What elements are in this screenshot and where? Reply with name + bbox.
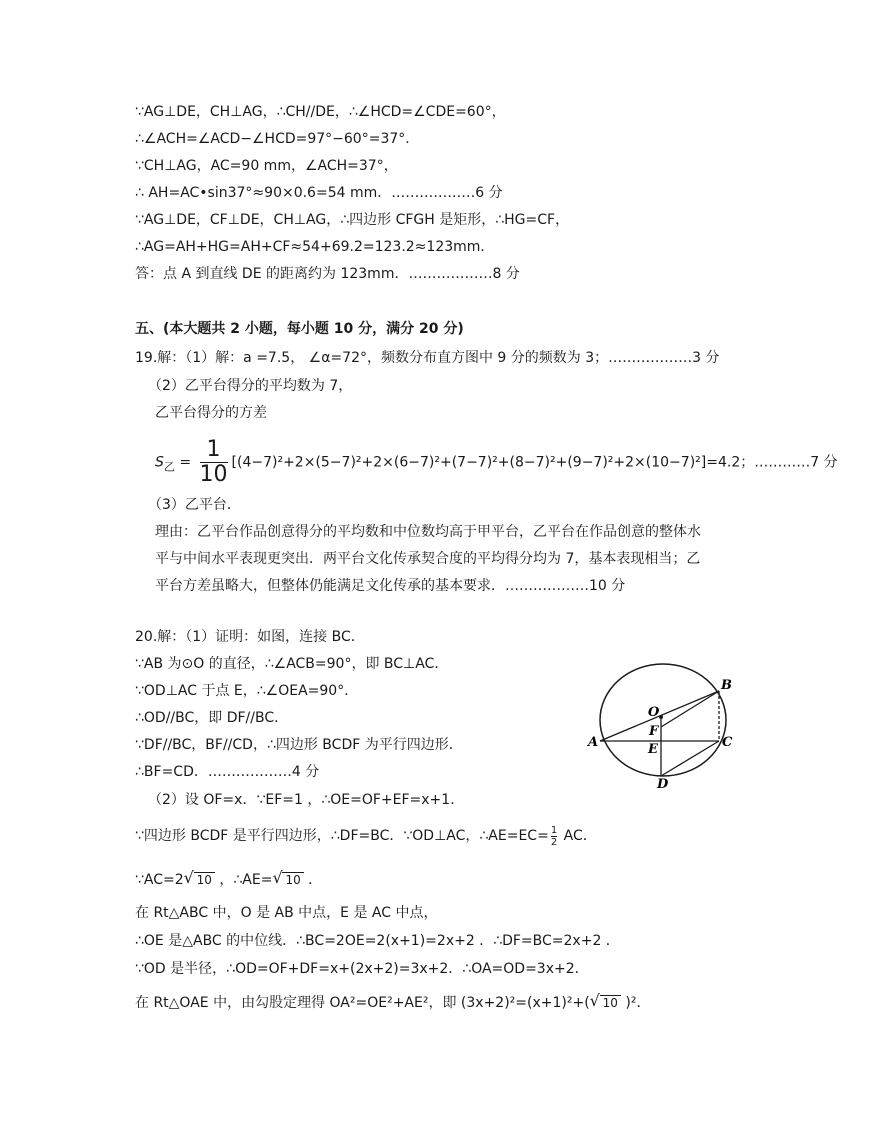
text-span: ． xyxy=(303,872,323,888)
q20-line: 在 Rt△ABC 中，O 是 AB 中点，E 是 AC 中点， xyxy=(135,905,438,921)
fraction-denominator: 2 xyxy=(550,836,558,848)
reason-line: 平与中间水平表现更突出．两平台文化传承契合度的平均得分均为 7，基本表现相当；乙 xyxy=(155,551,701,567)
text-span: ∵AC=2 xyxy=(135,872,184,888)
q20-line: ∵OD 是半径，∴OD=OF+DF=x+(2x+2)=3x+2．∴OA=OD=3x+2． xyxy=(135,961,589,977)
center-point-o xyxy=(659,715,663,719)
text-span: 在 Rt△OAE 中，由勾股定理得 OA²=OE²+AE²，即 (3x+2)²=(x+1)²+( xyxy=(135,995,590,1011)
half-fraction xyxy=(551,825,557,848)
text-span: )²． xyxy=(620,995,651,1011)
variance-formula xyxy=(155,438,838,491)
q20-line: ∴BF=CD．………………4 分 xyxy=(135,764,320,780)
fraction-numerator: 1 xyxy=(200,438,228,463)
sqrt-expression xyxy=(183,868,215,889)
text-span: AC． xyxy=(559,828,597,844)
text-line: ∵AG⊥DE，CH⊥AG，∴CH//DE，∴∠HCD=∠CDE=60°， xyxy=(135,104,506,120)
text-span: ，∴AE= xyxy=(214,872,273,888)
q20-line xyxy=(135,991,651,1012)
label-b: B xyxy=(721,678,732,693)
text-line: ∴∠ACH=∠ACD−∠HCD=97°−60°=37°. xyxy=(135,131,410,147)
text-line: ∴ AH=AC•sin37°≈90×0.6=54 mm．………………6 分 xyxy=(135,185,503,201)
q19-line: 19.解：（1）解：a =7.5， ∠α=72°，频数分布直方图中 9 分的频数为 3；………………3 分 xyxy=(135,350,720,366)
reason-line: 理由：乙平台作品创意得分的平均数和中位数均高于甲平台，乙平台在作品创意的整体水 xyxy=(155,524,701,540)
text-line: ∵AG⊥DE，CF⊥DE，CH⊥AG，∴四边形 CFGH 是矩形，∴HG=CF， xyxy=(135,212,570,228)
q20-line xyxy=(135,822,597,850)
formula-sub: 乙 xyxy=(163,460,175,474)
label-c: C xyxy=(722,735,733,750)
radicand: 10 xyxy=(282,872,303,887)
answer-line: 答：点 A 到直线 DE 的距离约为 123mm．………………8 分 xyxy=(135,266,520,282)
q20-line: ∴OE 是△ABC 的中位线．∴BC=2OE=2(x+1)=2x+2 ．∴DF=BC=2x+2 ． xyxy=(135,933,620,949)
q20-line: ∵DF//BC，BF//CD，∴四边形 BCDF 为平行四边形． xyxy=(135,737,463,753)
label-f: F xyxy=(649,724,659,739)
sqrt-expression xyxy=(272,868,303,889)
label-d: D xyxy=(657,777,669,790)
sqrt-expression xyxy=(589,991,621,1012)
label-e: E xyxy=(648,742,658,757)
reason-line: 平台方差虽略大，但整体仍能满足文化传承的基本要求．………………10 分 xyxy=(155,578,626,594)
q20-line: ∵OD⊥AC 于点 E，∴∠OEA=90°． xyxy=(135,683,359,699)
formula-lhs: S xyxy=(155,454,164,471)
q19-line: （3）乙平台． xyxy=(148,497,241,513)
formula-eq: = xyxy=(174,454,196,471)
text-line: ∴AG=AH+HG=AH+CF≈54+69.2=123.2≈123mm． xyxy=(135,239,495,255)
q20-line: （2）设 OF=x．∵EF=1 ，∴OE=OF+EF=x+1． xyxy=(148,792,465,808)
radical-sign: √ xyxy=(183,868,194,887)
circle-geometry-figure xyxy=(585,650,745,790)
text-span: ∵四边形 BCDF 是平行四边形，∴DF=BC．∵OD⊥AC，∴AE=EC= xyxy=(135,828,549,844)
radical-sign: √ xyxy=(272,868,283,887)
q20-line: ∵AB 为⊙O 的直径，∴∠ACB=90°，即 BC⊥AC． xyxy=(135,656,449,672)
label-o: O xyxy=(648,705,660,720)
section-heading: 五、(本大题共 2 小题，每小题 10 分，满分 20 分) xyxy=(135,321,464,337)
circle-o xyxy=(600,664,726,776)
q19-line: 乙平台得分的方差 xyxy=(155,405,267,421)
radicand: 10 xyxy=(600,995,621,1010)
q20-line xyxy=(135,868,323,889)
q20-line: ∴OD//BC，即 DF//BC． xyxy=(135,710,289,726)
fraction xyxy=(200,438,228,487)
segment-bf xyxy=(661,691,719,727)
fraction-denominator: 10 xyxy=(199,462,228,487)
text-line: ∵CH⊥AG，AC=90 mm，∠ACH=37°， xyxy=(135,158,398,174)
formula-rhs: [(4−7)²+2×(5−7)²+2×(6−7)²+(7−7)²+(8−7)²+(9−7)²+2×(10−7)²]=4.2；…………7 分 xyxy=(231,454,838,471)
radicand: 10 xyxy=(194,872,215,887)
fraction-numerator: 1 xyxy=(550,824,558,836)
q19-line: （2）乙平台得分的平均数为 7， xyxy=(148,378,353,394)
label-a: A xyxy=(588,735,599,750)
q20-line: 20.解：（1）证明：如图，连接 BC． xyxy=(135,629,365,645)
radical-sign: √ xyxy=(589,991,600,1010)
